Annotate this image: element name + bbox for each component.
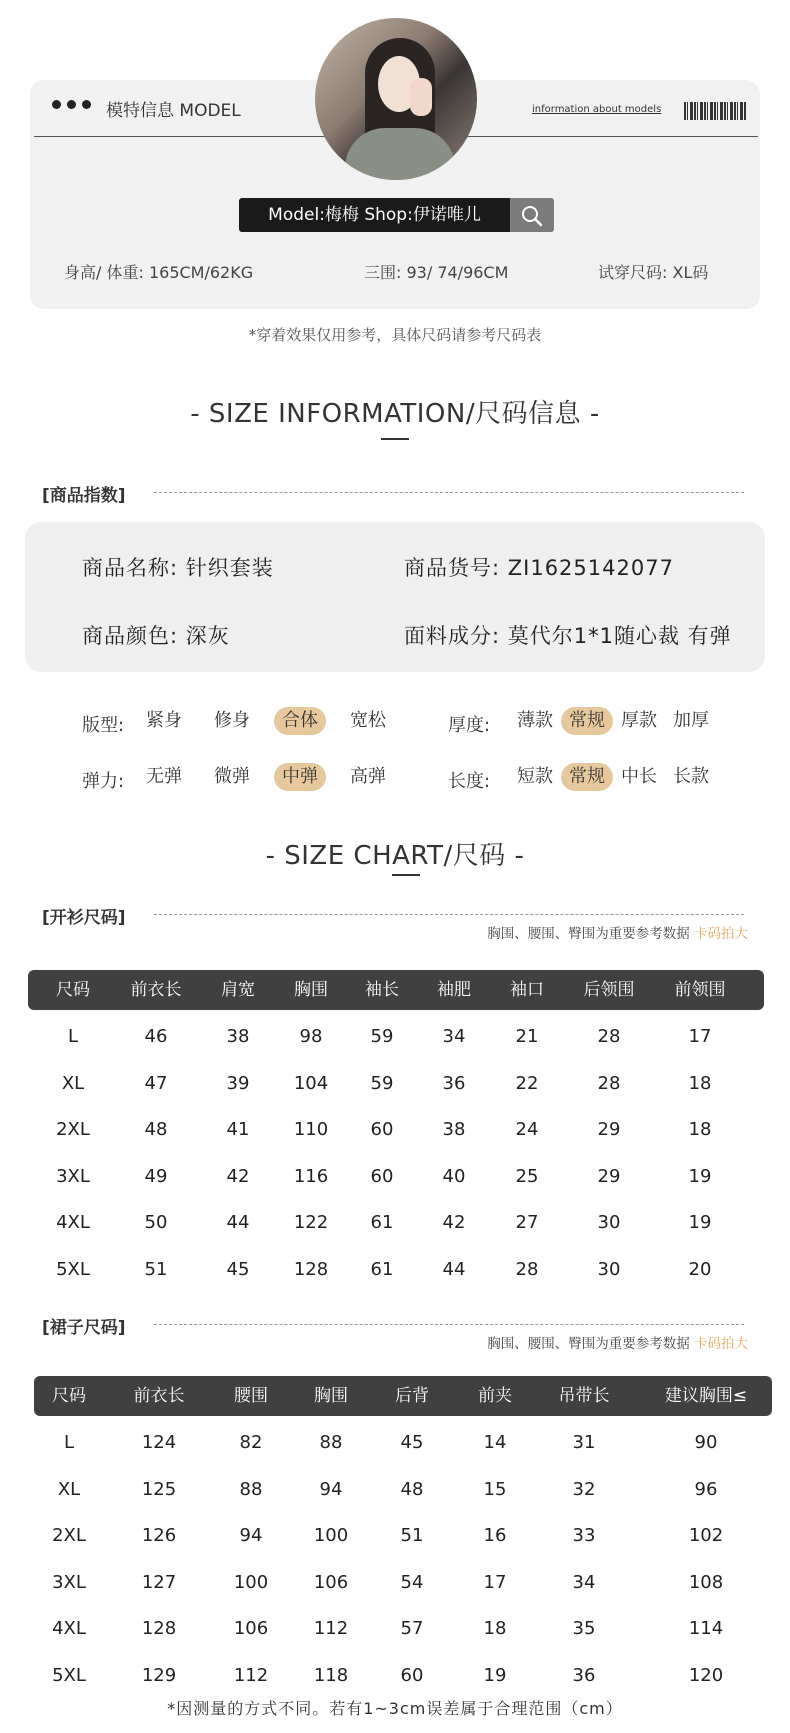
fit-label: 版型: [82, 715, 125, 736]
skirt-column-header: 建议胸围≤ [664, 1386, 748, 1406]
cardigan-table-cell: 30 [597, 1258, 621, 1280]
model-avatar [315, 18, 477, 180]
cardigan-table-cell: 44 [226, 1212, 250, 1233]
cardigan-table-cell: 22 [515, 1072, 539, 1094]
cardigan-table-cell: 20 [688, 1258, 712, 1280]
cardigan-column-header: 袖长 [365, 980, 399, 1000]
cardigan-table-cell: 24 [515, 1119, 539, 1140]
skirt-table-cell: 94 [239, 1525, 263, 1546]
three-measures: 三围: 93/ 74/96CM [364, 263, 509, 282]
skirt-column-header: 吊带长 [558, 1386, 610, 1406]
skirt-table-cell: 124 [141, 1432, 177, 1453]
skirt-table-cell: 88 [319, 1432, 343, 1453]
length-options [509, 763, 717, 791]
skirt-table-cell: 18 [483, 1618, 507, 1639]
skirt-table-cell: 14 [483, 1432, 507, 1453]
cardigan-table-cell: 34 [442, 1026, 466, 1047]
elastic-label: 弹力: [82, 771, 125, 792]
model-info-en: information about models [532, 104, 662, 115]
model-shop-text: Model:梅梅 Shop:伊诺唯儿 [239, 198, 510, 232]
cardigan-table-cell: 104 [293, 1072, 329, 1094]
skirt-table-cell: 57 [400, 1618, 424, 1639]
skirt-table-cell: 114 [688, 1618, 724, 1639]
skirt-table-cell: 82 [239, 1432, 263, 1453]
goods-fabric: 面料成分: 莫代尔1*1随心裁 有弹 [404, 624, 732, 648]
model-shop-search [239, 198, 554, 232]
skirt-column-header: 腰围 [234, 1386, 268, 1406]
goods-color: 商品颜色: 深灰 [82, 624, 230, 648]
cardigan-table-cell: 4XL [56, 1212, 90, 1233]
cardigan-table-cell: 38 [226, 1026, 250, 1047]
search-icon [520, 204, 544, 228]
skirt-table-cell: 19 [483, 1664, 507, 1686]
cardigan-table-cell: 28 [515, 1258, 539, 1280]
skirt-table-cell: 31 [572, 1432, 596, 1453]
thickness-option: 常规 [561, 707, 613, 735]
thickness-option: 加厚 [673, 710, 709, 731]
skirt-table-cell: 3XL [52, 1571, 86, 1593]
fit-reference-note: *穿着效果仅用参考，具体尺码请参考尺码表 [248, 326, 542, 344]
trial-size: 试穿尺码: XL码 [598, 263, 709, 282]
cardigan-column-header: 袖口 [510, 980, 544, 1000]
length-option: 中长 [621, 766, 657, 787]
dashed-divider [154, 492, 744, 493]
skirt-table-cell: 33 [572, 1525, 596, 1546]
skirt-table-cell: 118 [313, 1664, 349, 1686]
cardigan-table-cell: 41 [226, 1119, 250, 1140]
dashed-divider [154, 914, 744, 915]
fit-option: 合体 [274, 707, 326, 735]
cardigan-table-cell: 98 [299, 1026, 323, 1047]
cardigan-table-cell: 28 [597, 1026, 621, 1047]
cardigan-table-cell: L [67, 1026, 79, 1047]
cardigan-table-cell: 21 [515, 1026, 539, 1047]
cardigan-table-cell: 48 [144, 1119, 168, 1140]
elastic-option: 高弹 [350, 766, 386, 787]
cardigan-table-cell: 61 [370, 1212, 394, 1233]
cardigan-table-cell: 3XL [56, 1165, 90, 1187]
thickness-options [509, 707, 717, 735]
size-chart-title: - SIZE CHART/尺码 - [265, 841, 525, 871]
skirt-table-cell: 16 [483, 1525, 507, 1546]
skirt-table-cell: 36 [572, 1664, 596, 1686]
cardigan-table-cell: 122 [293, 1212, 329, 1233]
skirt-table-cell: 106 [313, 1571, 349, 1593]
cardigan-column-header: 后领围 [583, 980, 635, 1000]
skirt-table-cell: 34 [572, 1571, 596, 1593]
measurement-footnote: *因测量的方式不同。若有1~3cm误差属于合理范围（cm） [167, 1699, 623, 1718]
cardigan-table-cell: 29 [597, 1165, 621, 1187]
length-option: 长款 [673, 766, 709, 787]
cardigan-table-cell: XL [61, 1072, 85, 1094]
cardigan-column-header: 前衣长 [130, 980, 182, 1000]
cardigan-table-cell: 18 [688, 1119, 712, 1140]
cardigan-table-cell: 61 [370, 1258, 394, 1280]
skirt-table-cell: 127 [141, 1571, 177, 1593]
cardigan-column-header: 前领围 [674, 980, 726, 1000]
cardigan-table-cell: 2XL [56, 1119, 90, 1140]
cardigan-table-cell: 25 [515, 1165, 539, 1187]
cardigan-table-cell: 5XL [56, 1258, 90, 1280]
elastic-option: 微弹 [214, 766, 250, 787]
skirt-table-cell: 5XL [52, 1664, 86, 1686]
skirt-table-cell: 94 [319, 1478, 343, 1500]
cardigan-table-cell: 40 [442, 1165, 466, 1187]
barcode-icon [684, 102, 746, 120]
skirt-table-cell: 106 [233, 1618, 269, 1639]
cardigan-table-cell: 50 [144, 1212, 168, 1233]
skirt-table-cell: 112 [313, 1618, 349, 1639]
cardigan-table-cell: 28 [597, 1072, 621, 1094]
cardigan-column-header: 尺码 [56, 980, 90, 1000]
skirt-table-cell: 2XL [52, 1525, 86, 1546]
dashed-divider [154, 1324, 744, 1325]
skirt-table-cell: 90 [694, 1432, 718, 1453]
cardigan-table-cell: 49 [144, 1165, 168, 1187]
skirt-table-cell: 88 [239, 1478, 263, 1500]
height-weight: 身高/ 体重: 165CM/62KG [64, 263, 254, 282]
search-button[interactable] [510, 198, 554, 232]
title-underline [392, 874, 420, 876]
thickness-option: 厚款 [621, 710, 657, 731]
skirt-table-cell: 120 [688, 1664, 724, 1686]
skirt-table-cell: XL [57, 1478, 81, 1500]
length-option: 常规 [561, 763, 613, 791]
skirt-table-cell: 126 [141, 1525, 177, 1546]
dots-icon [52, 100, 91, 109]
cardigan-table-cell: 42 [226, 1165, 250, 1187]
cardigan-table-cell: 116 [293, 1165, 329, 1187]
cardigan-reference-note: 胸围、腰围、臀围为重要参考数据 卡码拍大 [487, 926, 748, 942]
cardigan-table-cell: 39 [226, 1072, 250, 1094]
fit-option: 修身 [214, 710, 250, 731]
cardigan-table-cell: 51 [144, 1258, 168, 1280]
skirt-column-header: 后背 [395, 1386, 429, 1406]
skirt-table-cell: 108 [688, 1571, 724, 1593]
cardigan-table-cell: 128 [293, 1258, 329, 1280]
cardigan-table-cell: 44 [442, 1258, 466, 1280]
skirt-table-cell: 4XL [52, 1618, 86, 1639]
cardigan-table-cell: 29 [597, 1119, 621, 1140]
cardigan-table-cell: 60 [370, 1119, 394, 1140]
cardigan-table-cell: 59 [370, 1026, 394, 1047]
cardigan-table-cell: 60 [370, 1165, 394, 1187]
fit-option: 紧身 [146, 710, 182, 731]
skirt-column-header: 尺码 [52, 1386, 86, 1406]
cardigan-table-cell: 18 [688, 1072, 712, 1094]
thickness-option: 薄款 [517, 710, 553, 731]
size-information-title: - SIZE INFORMATION/尺码信息 - [190, 399, 600, 429]
cardigan-table-cell: 30 [597, 1212, 621, 1233]
length-label: 长度: [448, 771, 491, 792]
skirt-table-cell: 35 [572, 1618, 596, 1639]
thickness-label: 厚度: [448, 715, 491, 736]
skirt-table-cell: 100 [313, 1525, 349, 1546]
skirt-table-cell: 54 [400, 1571, 424, 1593]
fit-option: 宽松 [350, 710, 386, 731]
skirt-table-cell: 100 [233, 1571, 269, 1593]
skirt-table-cell: 51 [400, 1525, 424, 1546]
skirt-table-cell: 48 [400, 1478, 424, 1500]
skirt-table-cell: 112 [233, 1664, 269, 1686]
cardigan-table-cell: 59 [370, 1072, 394, 1094]
cardigan-table-cell: 19 [688, 1212, 712, 1233]
skirt-column-header: 前衣长 [133, 1386, 185, 1406]
cardigan-table-cell: 47 [144, 1072, 168, 1094]
skirt-table-cell: 32 [572, 1478, 596, 1500]
goods-name: 商品名称: 针织套装 [82, 556, 274, 580]
cardigan-size-tag: [开衫尺码] [42, 908, 126, 928]
skirt-table-cell: 102 [688, 1525, 724, 1546]
cardigan-column-header: 袖肥 [437, 980, 471, 1000]
goods-number: 商品货号: ZI1625142077 [404, 556, 674, 580]
elastic-option: 中弹 [274, 763, 326, 791]
skirt-column-header: 前夹 [478, 1386, 512, 1406]
elastic-option: 无弹 [146, 766, 182, 787]
elastic-options [138, 763, 408, 791]
title-underline [381, 438, 409, 440]
cardigan-table-cell: 36 [442, 1072, 466, 1094]
goods-index-tag: [商品指数] [42, 486, 126, 506]
cardigan-table-cell: 38 [442, 1119, 466, 1140]
skirt-table-cell: 128 [141, 1618, 177, 1639]
skirt-table-cell: 17 [483, 1571, 507, 1593]
skirt-table-cell: L [63, 1432, 75, 1453]
fit-options [138, 707, 408, 735]
cardigan-table-cell: 19 [688, 1165, 712, 1187]
skirt-table-cell: 15 [483, 1478, 507, 1500]
skirt-table-cell: 96 [694, 1478, 718, 1500]
cardigan-table-cell: 110 [293, 1119, 329, 1140]
skirt-column-header: 胸围 [314, 1386, 348, 1406]
cardigan-table-cell: 42 [442, 1212, 466, 1233]
skirt-table-cell: 125 [141, 1478, 177, 1500]
model-info-title: 模特信息 MODEL [106, 101, 241, 121]
skirt-table-cell: 60 [400, 1664, 424, 1686]
skirt-table-cell: 129 [141, 1664, 177, 1686]
skirt-reference-note: 胸围、腰围、臀围为重要参考数据 卡码拍大 [487, 1336, 748, 1352]
cardigan-column-header: 胸围 [294, 980, 328, 1000]
length-option: 短款 [517, 766, 553, 787]
skirt-table-cell: 45 [400, 1432, 424, 1453]
cardigan-table-cell: 45 [226, 1258, 250, 1280]
skirt-size-tag: [裙子尺码] [42, 1318, 126, 1338]
cardigan-table-cell: 27 [515, 1212, 539, 1233]
cardigan-table-cell: 46 [144, 1026, 168, 1047]
cardigan-column-header: 肩宽 [221, 980, 255, 1000]
cardigan-table-cell: 17 [688, 1026, 712, 1047]
